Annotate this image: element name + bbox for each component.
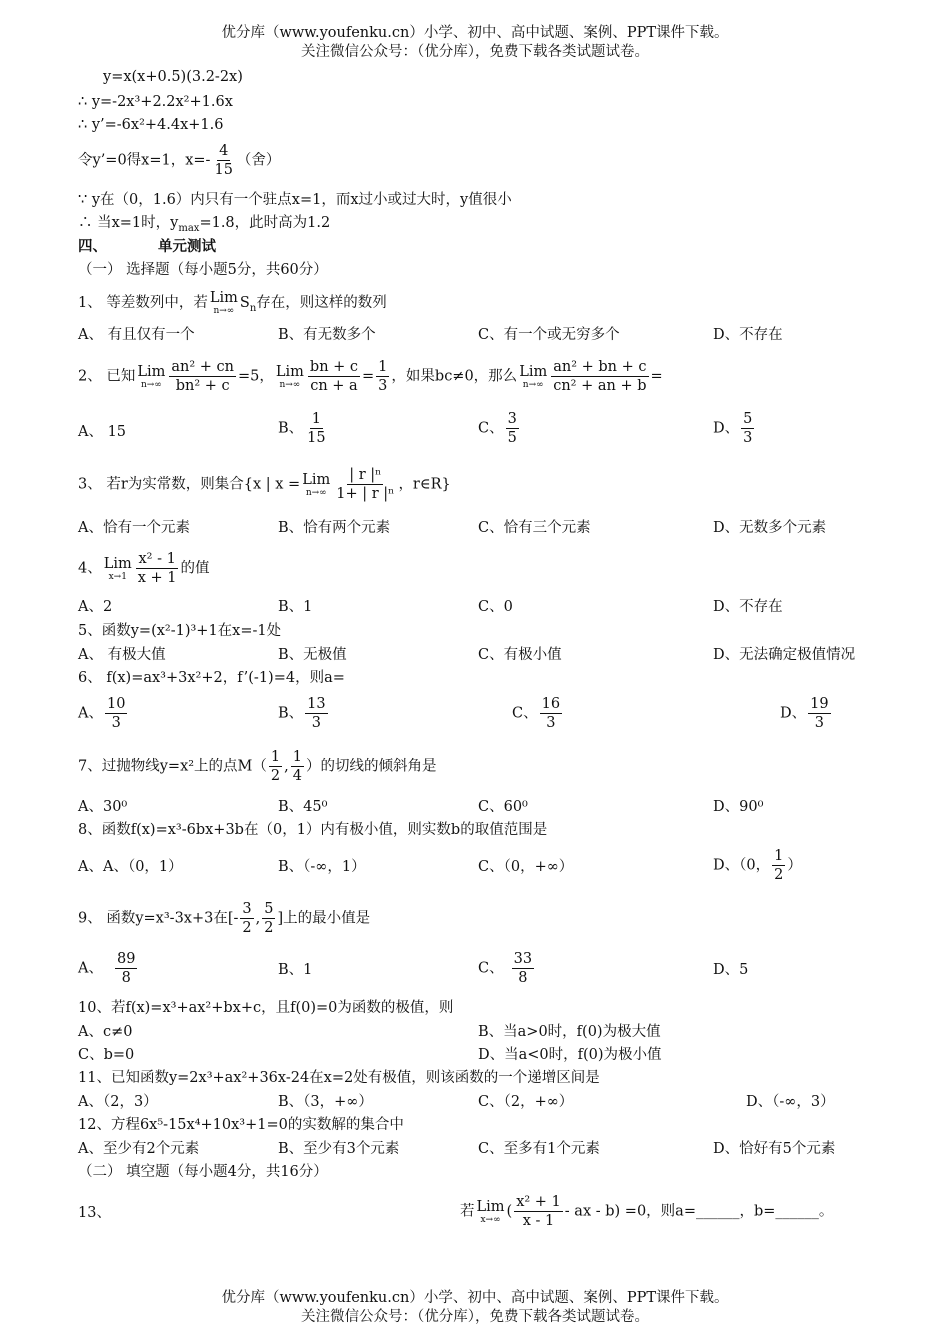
q6-option-b xyxy=(278,695,330,732)
numerator: 1 xyxy=(292,749,302,765)
q3-option-d: D、无数多个元素 xyxy=(713,520,827,536)
fraction xyxy=(308,358,360,395)
denominator: 5 xyxy=(507,430,517,446)
question-6: 6、 f(x)=ax³+3x²+2，f’(-1)=4，则a= xyxy=(78,670,345,686)
fraction xyxy=(269,748,282,785)
question-2 xyxy=(78,358,663,395)
q3-option-c: C、恰有三个元素 xyxy=(478,520,591,536)
question-text: 若 xyxy=(460,1203,475,1220)
lim-label: Lim xyxy=(209,290,238,306)
paren: ( xyxy=(506,1203,513,1220)
q10-option-a: A、c≠0 xyxy=(78,1024,133,1040)
lim-sub: n→∞ xyxy=(279,379,301,390)
numerator: x² - 1 xyxy=(138,551,176,567)
question-text: 1、 等差数列中，若 xyxy=(78,295,208,311)
numerator: 4 xyxy=(219,143,229,159)
numerator: 1 xyxy=(774,848,784,864)
denominator: 3 xyxy=(743,430,753,446)
fraction xyxy=(512,950,534,987)
q1-option-c: C、有一个或无穷多个 xyxy=(478,327,620,343)
fraction xyxy=(169,358,236,395)
option-label: D、 xyxy=(780,705,807,722)
fraction xyxy=(105,695,127,732)
fraction xyxy=(136,550,179,587)
question-13-number: 13、 xyxy=(78,1205,111,1221)
denominator: 15 xyxy=(214,162,233,178)
fraction xyxy=(262,900,275,937)
numerator: an² + cn xyxy=(171,359,234,375)
option-label: C、 xyxy=(478,420,504,437)
question-4 xyxy=(78,550,210,587)
question-1 xyxy=(78,290,387,319)
limit xyxy=(276,364,304,390)
question-10: 10、若f(x)=x³+ax²+bx+c，且f(0)=0为函数的极值，则 xyxy=(78,1000,454,1016)
solution-line-5: ∵ y在（0，1.6）内只有一个驻点x=1，而x过小或过大时，y值很小 xyxy=(78,192,512,208)
question-3 xyxy=(78,466,451,503)
comma: , xyxy=(284,758,289,775)
q5-option-a: A、 有极大值 xyxy=(78,647,166,663)
q2-option-b xyxy=(278,410,330,447)
lim-sub: n→∞ xyxy=(140,379,162,390)
fraction xyxy=(305,695,327,732)
denominator: 3 xyxy=(111,715,121,731)
numerator: 5 xyxy=(743,411,753,427)
q1-option-b: B、有无数多个 xyxy=(278,327,376,343)
header-line-1: 优分库（www.youfenku.cn）小学、初中、高中试题、案例、PPT课件下载。 xyxy=(221,25,729,41)
q2-option-a: A、 15 xyxy=(78,424,127,440)
question-text-tail: ）的切线的倾斜角是 xyxy=(305,758,437,775)
q12-option-b: B、至少有3个元素 xyxy=(278,1141,400,1157)
q2-option-c xyxy=(478,410,521,447)
comma: , xyxy=(255,910,261,927)
solution-line-6 xyxy=(78,213,330,239)
question-8: 8、函数f(x)=x³-6bx+3b在（0，1）内有极小值，则实数b的取值范围是 xyxy=(78,822,548,838)
question-text: 4、 xyxy=(78,560,102,577)
fraction xyxy=(772,847,785,884)
q7-option-c: C、60⁰ xyxy=(478,799,528,815)
fraction xyxy=(376,358,389,395)
section-number: 四、 xyxy=(78,238,107,255)
fraction xyxy=(808,695,830,732)
option-label: A、 xyxy=(78,705,103,722)
numerator: 13 xyxy=(307,696,326,712)
question-5: 5、函数y=(x²-1)³+1在x=-1处 xyxy=(78,623,282,639)
q5-option-b: B、无极值 xyxy=(278,647,347,663)
q4-option-b: B、1 xyxy=(278,599,313,615)
numerator: 1 xyxy=(378,359,388,375)
question-text: 2、 已知 xyxy=(78,368,136,385)
fraction xyxy=(305,410,327,447)
option-label: C、 xyxy=(478,960,504,977)
fraction xyxy=(334,466,396,503)
symbol: S xyxy=(239,295,250,311)
question-text: 9、 函数y=x³-3x+3在[- xyxy=(78,910,239,927)
part-2-heading: （二） 填空题（每小题4分，共16分） xyxy=(78,1164,328,1180)
denominator: 3 xyxy=(311,715,321,731)
question-9 xyxy=(78,900,370,937)
lim-sub: x→∞ xyxy=(480,1214,501,1225)
section-title: 单元测试 xyxy=(158,238,216,255)
lim-label: Lim xyxy=(519,363,548,380)
solution-line-1: y=x(x+0.5)(3.2-2x) xyxy=(103,69,243,85)
fraction xyxy=(240,900,253,937)
fraction xyxy=(540,695,562,732)
subscript: n xyxy=(249,302,257,314)
q7-option-b: B、45⁰ xyxy=(278,799,328,815)
limit xyxy=(302,472,330,498)
fraction xyxy=(514,1193,563,1230)
denominator: 2 xyxy=(242,920,252,936)
numerator: bn + c xyxy=(309,359,359,375)
q12-option-a: A、至少有2个元素 xyxy=(78,1141,200,1157)
q10-option-b: B、当a>0时，f(0)为极大值 xyxy=(478,1024,661,1040)
denominator: 8 xyxy=(121,970,131,986)
denominator: x + 1 xyxy=(137,570,177,586)
q2-option-d xyxy=(713,410,756,447)
denominator: 2 xyxy=(270,768,281,784)
denominator: 4 xyxy=(292,768,302,784)
question-text-tail: 存在，则这样的数列 xyxy=(256,295,387,311)
q5-option-d: D、无法确定极值情况 xyxy=(713,647,856,663)
denominator: 8 xyxy=(518,970,528,986)
q7-option-a: A、30⁰ xyxy=(78,799,128,815)
q11-option-d: D、（-∞，3） xyxy=(746,1094,835,1110)
lim-label: Lim xyxy=(103,555,132,572)
denominator: 1+ | r |ⁿ xyxy=(336,486,395,502)
numerator: 10 xyxy=(106,696,126,712)
q8-option-b: B、（-∞，1） xyxy=(278,859,366,875)
numerator: 33 xyxy=(513,951,533,967)
denominator: 2 xyxy=(774,867,784,883)
option-label: D、 xyxy=(713,420,740,437)
q3-option-b: B、恰有两个元素 xyxy=(278,520,391,536)
solution-line-2: ∴ y=-2x³+2.2x²+1.6x xyxy=(78,94,233,110)
denominator: 3 xyxy=(546,715,556,731)
denominator: bn² + c xyxy=(175,378,230,394)
numerator: 19 xyxy=(810,696,829,712)
solution-line-4-text: 令y’=0得x=1，x=- xyxy=(78,152,211,169)
numerator: 3 xyxy=(242,901,252,917)
q7-option-d: D、90⁰ xyxy=(713,799,764,815)
limit xyxy=(477,1199,505,1225)
q8-option-c: C、（0，+∞） xyxy=(478,859,574,875)
q4-option-d: D、不存在 xyxy=(713,599,783,615)
numerator: 16 xyxy=(541,696,561,712)
text: =5， xyxy=(238,368,274,385)
fraction xyxy=(212,142,234,179)
denominator: cn² + an + b xyxy=(553,378,647,394)
solution-line-4 xyxy=(78,142,280,179)
lim-sub: n→∞ xyxy=(305,487,327,498)
question-11: 11、已知函数y=2x³+ax²+36x-24在x=2处有极值，则该函数的一个递增区间是 xyxy=(78,1070,600,1086)
solution-line-4-tail: （舍） xyxy=(236,152,281,169)
denominator: 2 xyxy=(264,920,274,936)
question-text: 7、过抛物线y=x²上的点M（ xyxy=(78,758,267,775)
solution-line-6-tail: =1.8，此时高为1.2 xyxy=(199,215,331,231)
fraction xyxy=(115,950,137,987)
numerator: 89 xyxy=(116,951,136,967)
numerator: 3 xyxy=(507,411,517,427)
subscript: max xyxy=(178,222,200,234)
q6-option-c xyxy=(512,695,564,732)
question-12: 12、方程6x⁵-15x⁴+10x³+1=0的实数解的集合中 xyxy=(78,1117,404,1133)
q8-option-a: A、A、（0，1） xyxy=(78,859,183,875)
question-text-tail: ]上的最小值是 xyxy=(277,910,371,927)
fraction xyxy=(741,410,754,447)
numerator: 1 xyxy=(270,749,281,765)
footer-line-1: 优分库（www.youfenku.cn）小学、初中、高中试题、案例、PPT课件下载。 xyxy=(221,1290,729,1306)
option-label: C、 xyxy=(512,705,538,722)
solution-line-3: ∴ y’=-6x²+4.4x+1.6 xyxy=(78,117,224,133)
denominator: 3 xyxy=(378,378,388,394)
fraction xyxy=(291,748,304,785)
numerator: | r |ⁿ xyxy=(349,467,382,483)
fraction xyxy=(506,410,519,447)
lim-sub: n→∞ xyxy=(213,306,235,316)
limit xyxy=(137,364,165,390)
option-label: D、（0， xyxy=(713,857,771,874)
question-13 xyxy=(460,1193,833,1230)
part-1-heading: （一） 选择题（每小题5分，共60分） xyxy=(78,262,328,278)
text: = xyxy=(650,368,663,385)
option-label: B、 xyxy=(278,705,304,722)
solution-line-6-text: ∴ 当x=1时，y xyxy=(78,215,179,231)
option-label: B、 xyxy=(278,420,304,437)
q6-option-d xyxy=(780,695,833,732)
fraction xyxy=(551,358,648,395)
question-text-tail: - ax - b) =0，则a=______，b=______。 xyxy=(564,1203,834,1220)
option-tail: ） xyxy=(787,857,802,874)
q10-option-d: D、当a<0时，f(0)为极小值 xyxy=(478,1047,662,1063)
q1-option-a: A、 有且仅有一个 xyxy=(78,327,195,343)
lim-sub: n→∞ xyxy=(522,379,544,390)
text: = xyxy=(362,368,375,385)
denominator: 3 xyxy=(814,715,824,731)
lim-label: Lim xyxy=(275,363,304,380)
option-label: A、 xyxy=(78,960,103,977)
q3-option-a: A、恰有一个元素 xyxy=(78,520,190,536)
q4-option-c: C、0 xyxy=(478,599,513,615)
q6-option-a xyxy=(78,695,129,732)
numerator: x² + 1 xyxy=(516,1194,561,1210)
q8-option-d xyxy=(713,847,802,884)
q9-option-c xyxy=(478,950,536,987)
q9-option-d: D、5 xyxy=(713,962,749,978)
q9-option-b: B、1 xyxy=(278,962,313,978)
denominator: cn + a xyxy=(310,378,358,394)
header-line-2: 关注微信公众号：（优分库），免费下载各类试题试卷。 xyxy=(301,44,649,60)
q11-option-a: A、（2，3） xyxy=(78,1094,158,1110)
question-text-tail: ，r∈R} xyxy=(398,476,451,493)
q5-option-c: C、有极小值 xyxy=(478,647,562,663)
lim-label: Lim xyxy=(302,471,331,488)
question-7 xyxy=(78,748,436,785)
q12-option-c: C、至多有1个元素 xyxy=(478,1141,600,1157)
q1-option-d: D、不存在 xyxy=(713,327,783,343)
limit xyxy=(519,364,547,390)
denominator: x - 1 xyxy=(522,1213,555,1229)
question-text-tail: 的值 xyxy=(180,560,210,577)
text: ，如果bc≠0，那么 xyxy=(391,368,518,385)
numerator: an² + bn + c xyxy=(553,359,647,375)
question-text: 3、 若r为实常数，则集合{x | x = xyxy=(78,476,301,493)
lim-label: Lim xyxy=(137,363,166,380)
q4-option-a: A、2 xyxy=(78,599,113,615)
lim-label: Lim xyxy=(476,1198,505,1215)
denominator: 15 xyxy=(307,430,326,446)
limit xyxy=(210,290,238,316)
numerator: 5 xyxy=(264,901,274,917)
q11-option-c: C、（2，+∞） xyxy=(478,1094,574,1110)
q11-option-b: B、（3，+∞） xyxy=(278,1094,373,1110)
lim-sub: x→1 xyxy=(108,571,127,582)
q10-option-c: C、b=0 xyxy=(78,1047,135,1063)
q9-option-a xyxy=(78,950,139,987)
q12-option-d: D、恰好有5个元素 xyxy=(713,1141,836,1157)
footer-line-2: 关注微信公众号：（优分库），免费下载各类试题试卷。 xyxy=(301,1309,649,1325)
numerator: 1 xyxy=(311,411,321,427)
limit xyxy=(104,556,132,582)
